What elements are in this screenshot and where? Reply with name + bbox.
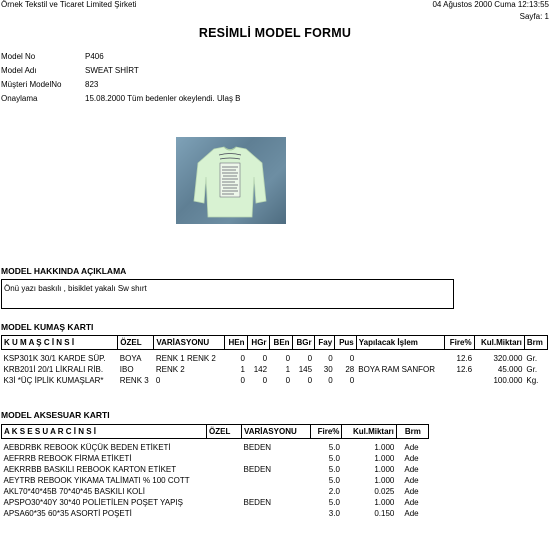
cell: 3.0 [328,509,340,518]
cell: Ade [404,465,419,474]
fabric-col-hgr: HGr [247,336,269,350]
info-key-approval: Onaylama [1,94,38,103]
company-name: Örnek Tekstil ve Ticaret Limited Şirketi [1,0,137,9]
cell: 0 [349,354,355,363]
cell: 1 [285,365,291,374]
cell: AEFRRB REBOOK FİRMA ETİKETİ [3,454,132,463]
fabric-table [1,335,548,386]
accessory-table [1,424,429,519]
report-date: 04 Ağustos 2000 Cuma 12:13:55 [432,0,549,9]
fabric-col-bgr: BGr [292,336,314,350]
table-row [2,464,429,475]
cell: BEDEN [243,498,272,507]
fabric-col-fire: Fire% [445,336,474,350]
fabric-col-special: ÖZEL [118,336,154,350]
page-number: Sayfa: 1 [519,12,549,21]
cell [445,375,474,386]
cell: Ade [404,498,419,507]
model-photo [176,137,286,224]
fabric-col-fay: Fay [314,336,335,350]
cell: K3İ *ÜÇ İPLİK KUMAŞLAR* [3,376,104,385]
cell: APSA60*35 60*35 ASORTİ POŞETİ [3,509,132,518]
cell: 0 [349,376,355,385]
cell: 0 [285,354,291,363]
sweatshirt-image [190,143,270,219]
table-row [2,353,548,364]
cell: 28 [345,365,355,374]
cell: AEYTRB REBOOK YIKAMA TALİMATI % 100 COTT [3,476,190,485]
accessory-col-special: ÖZEL [207,425,242,439]
info-value-approval: 15.08.2000 Tüm bedenler okeylendi. Ulaş B [85,94,241,103]
cell: Ade [404,454,419,463]
accessory-col-variation: VARİASYONU [242,425,311,439]
cell: 12.6 [456,365,473,374]
cell: RENK 1 RENK 2 [155,354,216,363]
cell [242,453,311,464]
table-row [2,442,429,453]
cell: 100.000 [493,376,523,385]
cell: BOYA [119,354,142,363]
cell: 1 [240,365,245,374]
cell [242,508,311,519]
cell: 320.000 [493,354,523,363]
cell: 0 [307,376,313,385]
fabric-col-hen: HEn [224,336,247,350]
fabric-col-pus: Pus [335,336,357,350]
accessory-col-fire: Fire% [310,425,342,439]
cell [207,453,242,464]
table-row [2,375,548,386]
description-heading: MODEL HAKKINDA AÇIKLAMA [1,266,127,276]
cell: Gr. [526,354,538,363]
cell: AEBDRBK REBOOK KÜÇÜK BEDEN ETİKETİ [3,443,171,452]
cell: 1.000 [374,476,395,485]
fabric-col-variation: VARİASYONU [154,336,224,350]
fabric-col-process: Yapılacak İşlem [356,336,445,350]
cell [207,486,242,497]
fabric-col-amount: Kul.Miktarı [474,336,524,350]
cell: 5.0 [328,443,340,452]
cell [207,508,242,519]
table-row [2,475,429,486]
table-row [2,364,548,375]
cell: 0 [328,376,333,385]
info-key-customer-model-no: Müşteri ModelNo [1,80,62,89]
cell [207,475,242,486]
cell: 0.025 [374,487,395,496]
table-row [2,497,429,508]
cell: Ade [404,443,419,452]
cell [207,442,242,453]
cell: RENK 3 [119,376,149,385]
cell: 0 [155,376,161,385]
cell: 0 [262,354,268,363]
cell: Kg. [526,376,539,385]
description-text: Önü yazı baskılı , bisiklet yakalı Sw shırt [4,284,147,293]
cell: BOYA RAM SANFOR [358,365,435,374]
fabric-header-row [2,336,548,350]
fabric-col-unit: Brm [524,336,547,350]
accessory-col-unit: Brm [396,425,428,439]
info-key-model-name: Model Adı [1,66,37,75]
cell: 0.150 [374,509,395,518]
info-key-model-no: Model No [1,52,36,61]
table-row [2,486,429,497]
page-title: RESİMLİ MODEL FORMU [198,26,352,40]
cell: 0 [307,354,313,363]
cell: 0 [240,354,245,363]
cell: 145 [298,365,313,374]
cell: 142 [253,365,268,374]
cell [356,375,445,386]
cell: 0 [262,376,268,385]
cell: 45.000 [497,365,523,374]
cell: Ade [404,487,419,496]
cell: 5.0 [328,476,340,485]
fabric-col-ben: BEn [269,336,292,350]
cell: IBO [119,365,134,374]
description-box [1,279,454,309]
cell [207,464,242,475]
cell: Gr. [526,365,538,374]
cell: BEDEN [243,465,272,474]
cell: 0 [240,376,245,385]
cell: APSPO30*40Y 30*40 POLİETİLEN POŞET YAPIŞ [3,498,184,507]
cell: 0 [328,354,333,363]
cell: KSP301K 30/1 KARDE SÜP. [3,354,106,363]
cell: Ade [404,476,419,485]
fabric-col-type: K U M A Ş C İ N S İ [2,336,118,350]
cell: 5.0 [328,498,340,507]
cell: RENK 2 [155,365,185,374]
accessory-col-amount: Kul.Miktarı [342,425,397,439]
cell: 1.000 [374,465,395,474]
cell: 5.0 [328,465,340,474]
accessory-header-row [2,425,429,439]
cell [356,353,445,364]
cell: BEDEN [243,443,272,452]
cell [242,486,311,497]
cell [207,497,242,508]
cell: 1.000 [374,498,395,507]
accessory-col-type: A K S E S U A R C İ N S İ [2,425,207,439]
cell: 1.000 [374,443,395,452]
cell: Ade [404,509,419,518]
cell: 30 [323,365,333,374]
table-row [2,508,429,519]
cell [242,475,311,486]
cell: 2.0 [328,487,340,496]
cell: AEKRRBB BASKILI REBOOK KARTON ETİKET [3,465,177,474]
info-value-customer-model-no: 823 [85,80,99,89]
cell: AKL70*40*45B 70*40*45 BASKILI KOLİ [3,487,145,496]
cell: 12.6 [456,354,473,363]
cell: KRB201İ 20/1 LİKRALI RİB. [3,365,104,374]
cell: 1.000 [374,454,395,463]
table-row [2,453,429,464]
info-value-model-name: SWEAT SHİRT [85,66,139,75]
cell: 0 [285,376,291,385]
fabric-heading: MODEL KUMAŞ KARTI [1,322,94,332]
cell: 5.0 [328,454,340,463]
accessory-heading: MODEL AKSESUAR KARTI [1,410,110,420]
info-value-model-no: P406 [85,52,104,61]
